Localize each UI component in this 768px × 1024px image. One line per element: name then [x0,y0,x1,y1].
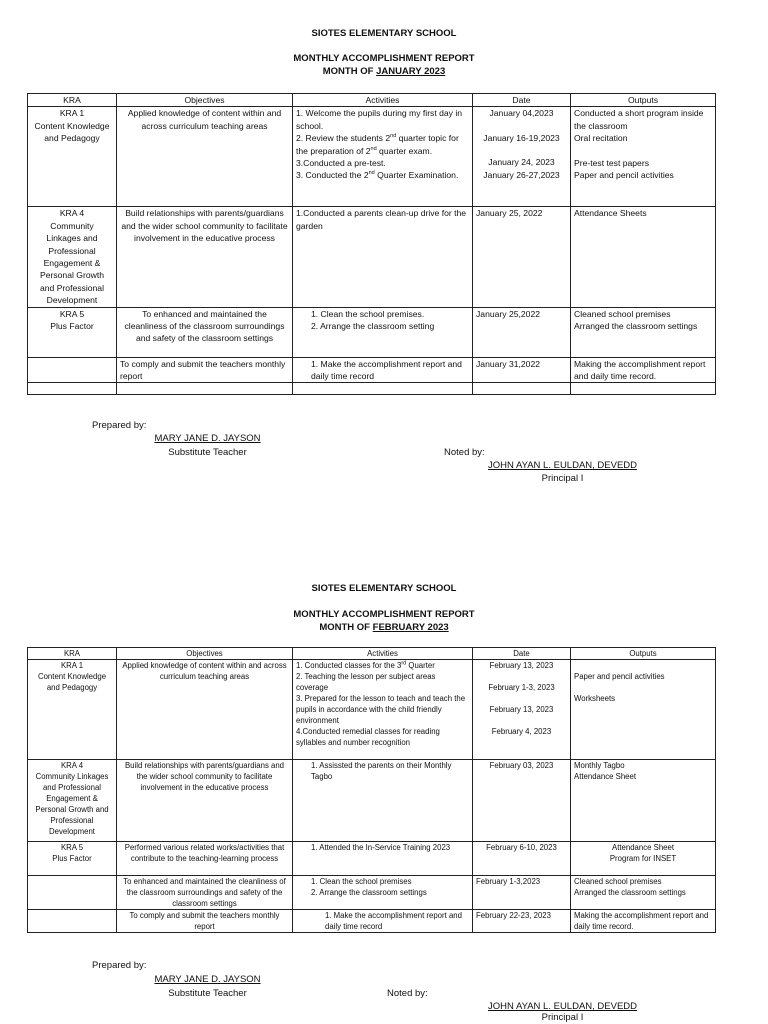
table-header-row [28,648,716,660]
header-outputs: Outputs [571,648,716,660]
objective-cell: Applied knowledge of content within and across curriculum teaching areas [117,660,293,760]
objective-cell: To enhanced and maintained the cleanliness of the classroom surroundings and safety of the classroom settings [117,307,293,357]
outputs-cell: Conducted a short program inside the classroom Oral recitation Pre-test test papers Paper and pencil activities [571,107,716,207]
preparer-name: MARY JANE D. JAYSON [154,433,261,444]
activities-cell: 1. Clean the school premises. 2. Arrange the classroom setting [293,307,473,357]
objective-cell: Applied knowledge of content within and across curriculum teaching areas [117,107,293,207]
header-date: Date [473,648,571,660]
header-date: Date [473,94,571,107]
outputs-cell: Making the accomplishment report and daily time record. [571,910,716,933]
kra-cell: KRA 1 Content Knowledge and Pedagogy [28,660,117,760]
kra-cell: KRA 5 Plus Factor [28,842,117,876]
table-row [28,207,716,307]
accomplishment-table [27,93,716,395]
table-row [28,876,716,910]
header-kra: KRA [28,648,117,660]
activities-cell: 1. Clean the school premises 2. Arrange the classroom settings [293,876,473,910]
prepared-by-label: Prepared by: [92,420,147,431]
activities-cell: 1.Conducted a parents clean-up drive for the garden [293,207,473,307]
noter-name: JOHN AYAN L. EULDAN, DEVEDD [487,460,638,471]
preparer-title: Substitute Teacher [168,447,247,458]
kra-cell [28,357,117,383]
outputs-cell: Monthly Tagbo Attendance Sheet [571,760,716,842]
header-objectives: Objectives [117,648,293,660]
noted-by-label: Noted by: [387,988,428,999]
kra-cell [28,876,117,910]
header-activities: Activities [293,648,473,660]
table-row [28,842,716,876]
activities-cell: 1. Attended the In-Service Training 2023 [293,842,473,876]
objective-cell: Build relationships with parents/guardians and the wider school community to facilitate involvement in the educative process [117,207,293,307]
outputs-cell: Cleaned school premises Arranged the classroom settings [571,876,716,910]
kra-cell [28,910,117,933]
objective-cell: Performed various related works/activities that contribute to the teaching-learning process [117,842,293,876]
date-cell: January 04,2023 January 16-19,2023 January 24, 2023 January 26-27,2023 [473,107,571,207]
header-activities: Activities [293,94,473,107]
noter-title: Principal I [541,1012,584,1023]
activities-cell: 1. Make the accomplishment report and daily time record [293,910,473,933]
objective-cell: To enhanced and maintained the cleanliness of the classroom surroundings and safety of the classroom settings [117,876,293,910]
date-cell: January 31,2022 [473,357,571,383]
objective-cell: To comply and submit the teachers monthly report [117,910,293,933]
date-cell: January 25, 2022 [473,207,571,307]
date-cell: February 1-3,2023 [473,876,571,910]
table-row [28,307,716,357]
report-month: MONTH OF FEBRUARY 2023 [319,622,449,633]
date-cell: January 25,2022 [473,307,571,357]
table-row [28,910,716,933]
prepared-by-label: Prepared by: [92,960,147,971]
kra-cell: KRA 4 Community Linkages and Professional Engagement & Personal Growth and Professional Development [28,760,117,842]
kra-cell: KRA 1 Content Knowledge and Pedagogy [28,107,117,207]
noted-by-label: Noted by: [444,447,485,458]
objective-cell: Build relationships with parents/guardians and the wider school community to facilitate involvement in the educative process [117,760,293,842]
report-title: MONTHLY ACCOMPLISHMENT REPORT [293,609,475,620]
objective-cell: To comply and submit the teachers monthly report [117,357,293,383]
activities-cell: 1. Assissted the parents on their Monthly Tagbo [293,760,473,842]
noter-title: Principal I [541,473,584,484]
outputs-cell: Making the accomplishment report and daily time record. [571,357,716,383]
table-row [28,760,716,842]
header-objectives: Objectives [117,94,293,107]
kra-cell: KRA 5 Plus Factor [28,307,117,357]
table-row [28,357,716,383]
month-value: JANUARY 2023 [376,66,446,77]
activities-cell: 1. Make the accomplishment report and daily time record [293,357,473,383]
outputs-cell: Paper and pencil activities Worksheets [571,660,716,760]
header-outputs: Outputs [571,94,716,107]
noter-name: JOHN AYAN L. EULDAN, DEVEDD [487,1001,638,1012]
activities-cell: 1. Conducted classes for the 3rd Quarter 2. Teaching the lesson per subject areas coverage 3. Prepared for the lesson to teach and teach the pupils in accordance with the child friendly environment 4.Conducted remedial classes for reading syllables and number recognition [293,660,473,760]
outputs-cell: Attendance Sheets [571,207,716,307]
school-name: SIOTES ELEMENTARY SCHOOL [311,583,457,594]
table-header-row [28,94,716,107]
date-cell: February 13, 2023 February 1-3, 2023 February 13, 2023 February 4, 2023 [473,660,571,760]
header-kra: KRA [28,94,117,107]
outputs-cell: Cleaned school premises Arranged the classroom settings [571,307,716,357]
table-row [28,660,716,760]
table-row-empty [28,383,716,395]
date-cell: February 22-23, 2023 [473,910,571,933]
report-title: MONTHLY ACCOMPLISHMENT REPORT [293,53,475,64]
school-name: SIOTES ELEMENTARY SCHOOL [311,28,457,39]
table-row [28,107,716,207]
month-value: FEBRUARY 2023 [372,622,449,633]
report-month: MONTH OF JANUARY 2023 [322,66,446,77]
kra-cell: KRA 4 Community Linkages and Professional Engagement & Personal Growth and Professional Development [28,207,117,307]
activities-cell: 1. Welcome the pupils during my first day in school. 2. Review the students 2nd quarter topic for the preparation of 2nd quarter exam. 3.Conducted a pre-test. 3. Conducted the 2nd Quarter Examination. [293,107,473,207]
accomplishment-table [27,647,716,933]
date-cell: February 03, 2023 [473,760,571,842]
date-cell: February 6-10, 2023 [473,842,571,876]
preparer-title: Substitute Teacher [168,988,247,999]
preparer-name: MARY JANE D. JAYSON [154,974,261,985]
outputs-cell: Attendance Sheet Program for INSET [571,842,716,876]
